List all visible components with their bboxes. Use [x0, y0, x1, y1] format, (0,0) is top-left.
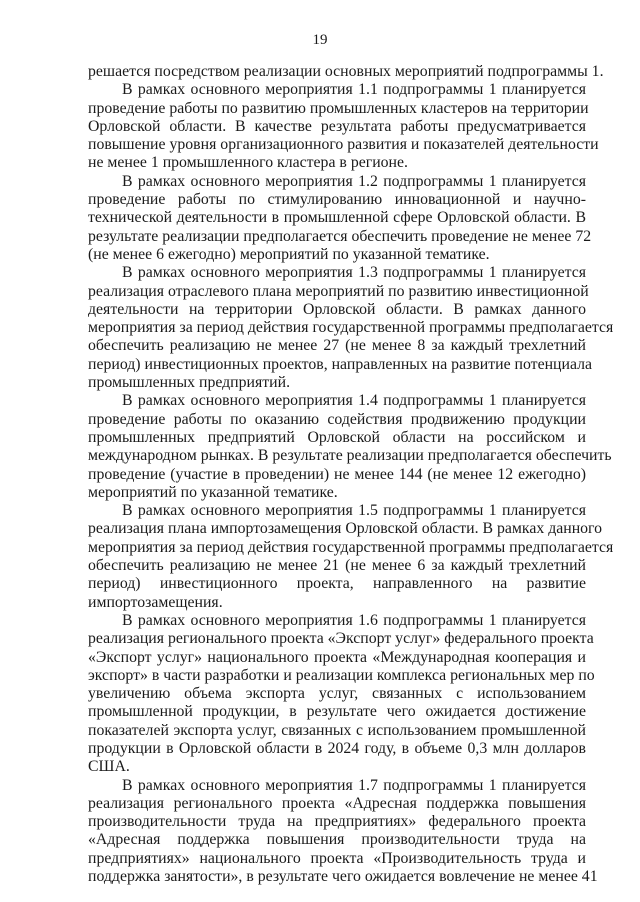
paragraph-line: В рамках основного мероприятия 1.3 подпрограммы 1 планируется: [122, 264, 586, 282]
paragraph: [88, 63, 604, 81]
paragraph-line: экспорт» в части разработки и реализации комплекса региональных мер по: [88, 666, 595, 684]
paragraph-line: промышленных предприятий.: [88, 374, 291, 392]
paragraph: [88, 776, 598, 887]
paragraph-line: реализация плана импортозамещения Орловской области. В рамках данного: [88, 520, 603, 538]
paragraph-line: В рамках основного мероприятия 1.4 подпрограммы 1 планируется: [122, 392, 586, 410]
paragraph-line: «Адресная поддержка повышения производительности труда на: [88, 831, 586, 849]
paragraph-line: обеспечить реализацию не менее 27 (не менее 8 за каждый трехлетний: [88, 337, 586, 355]
paragraph-line: В рамках основного мероприятия 1.2 подпрограммы 1 планируется: [122, 172, 586, 190]
paragraph-line: мероприятия за период действия государственной программы предполагается: [88, 538, 614, 556]
paragraph-line: (не менее 6 ежегодно) мероприятий по указанной тематике.: [88, 245, 490, 263]
paragraph-line: предприятиях» национального проекта «Производительность труда и: [88, 849, 586, 867]
paragraph-line: период) инвестиционных проектов, направленных на развитие потенциала: [88, 355, 592, 373]
paragraph-line: продукции в Орловской области в 2024 году, в объеме 0,3 млн долларов: [88, 739, 586, 757]
paragraph: [88, 172, 592, 264]
paragraph-line: обеспечить реализацию не менее 21 (не менее 6 за каждый трехлетний: [88, 557, 586, 575]
paragraph-line: проведение (участие в проведении) не менее 144 (не менее 12 ежегодно): [88, 465, 586, 483]
paragraph-line: технической деятельности в промышленной сфере Орловской области. В: [88, 209, 586, 227]
paragraph: [88, 392, 612, 502]
paragraph-line: «Экспорт услуг» национального проекта «Международная кооперация и: [88, 648, 586, 666]
paragraph-line: В рамках основного мероприятия 1.5 подпрограммы 1 планируется: [122, 502, 586, 520]
paragraph-line: Орловской области. В качестве результата работы предусматривается: [88, 117, 586, 135]
paragraph-line: мероприятия за период действия государственной программы предполагается: [88, 319, 614, 337]
paragraph-line: период) инвестиционного проекта, направленного на развитие: [88, 575, 586, 593]
paragraph-line: увеличению объема экспорта услуг, связанных с использованием: [88, 685, 586, 703]
paragraph-line: результате реализации предполагается обеспечить проведение не менее 72: [88, 227, 592, 245]
paragraph: [88, 81, 599, 172]
paragraph-line: реализация регионального проекта «Экспорт услуг» федерального проекта: [88, 630, 594, 648]
paragraph-line: производительности труда на предприятиях» федерального проекта: [88, 813, 586, 831]
paragraph-line: США.: [88, 758, 130, 776]
paragraph-line: не менее 1 промышленного кластера в регионе.: [88, 154, 408, 172]
paragraph-line: проведение работы по оказанию содействия продвижению продукции: [88, 410, 586, 428]
paragraph-line: реализация отраслевого плана мероприятий по развитию инвестиционной: [88, 282, 589, 300]
paragraph-line: мероприятий по указанной тематике.: [88, 483, 338, 501]
paragraph-line: международном рынках. В результате реализации предполагается обеспечить: [88, 447, 612, 465]
paragraph-line: деятельности на территории Орловской области. В рамках данного: [88, 300, 586, 318]
paragraph: [88, 264, 614, 392]
paragraph-line: импортозамещения.: [88, 593, 223, 611]
paragraph-line: В рамках основного мероприятия 1.7 подпрограммы 1 планируется: [122, 776, 586, 794]
page-number: 19: [312, 32, 328, 48]
paragraph-line: В рамках основного мероприятия 1.6 подпрограммы 1 планируется: [122, 611, 586, 629]
paragraph-line: показателей экспорта услуг, связанных с использованием промышленной: [88, 721, 586, 739]
document-body: [88, 63, 614, 886]
paragraph-line: промышленной продукции, в результате чего ожидается достижение: [88, 703, 586, 721]
paragraph-line: решается посредством реализации основных мероприятий подпрограммы 1.: [88, 63, 604, 80]
paragraph-line: промышленных предприятий Орловской области на российском и: [88, 428, 586, 446]
paragraph-line: реализация регионального проекта «Адресная поддержка повышения: [88, 794, 586, 812]
paragraph-line: поддержка занятости», в результате чего ожидается вовлечение не менее 41: [88, 868, 598, 886]
paragraph: [88, 502, 614, 612]
paragraph-line: повышение уровня организационного развития и показателей деятельности: [88, 136, 599, 154]
paragraph: [88, 611, 595, 777]
paragraph-line: В рамках основного мероприятия 1.1 подпрограммы 1 планируется: [122, 81, 586, 99]
paragraph-line: проведение работы по стимулированию инновационной и научно-: [88, 191, 586, 209]
paragraph-line: проведение работы по развитию промышленных кластеров на территории: [88, 99, 589, 117]
